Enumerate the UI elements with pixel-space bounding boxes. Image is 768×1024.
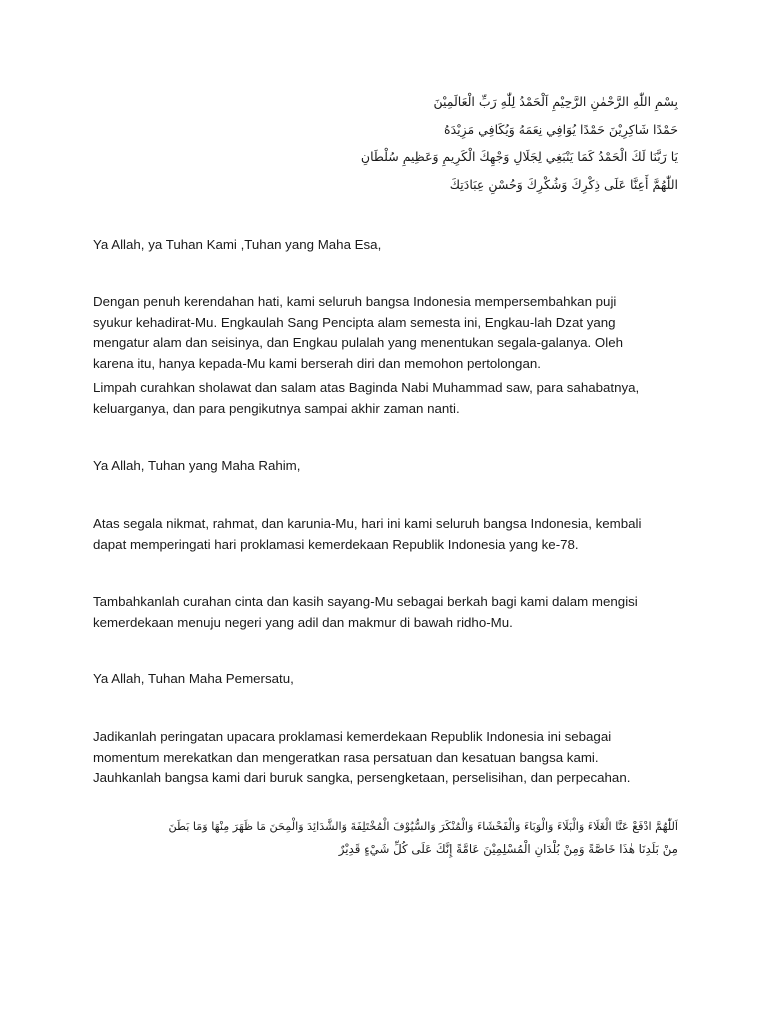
paragraph-line: syukur kehadirat-Mu. Engkaulah Sang Pencipta alam semesta ini, Engkau-lah Dzat yang: [93, 314, 616, 330]
paragraph-gratitude: [93, 292, 683, 374]
salutation-maha-esa: [93, 235, 683, 256]
paragraph-sholawat: [93, 378, 683, 419]
paragraph-proklamasi: [93, 514, 683, 555]
paragraph-line: Limpah curahkan sholawat dan salam atas Baginda Nabi Muhammad saw, para sahabatnya,: [93, 380, 640, 395]
salutation-text: Ya Allah, Tuhan yang Maha Rahim,: [93, 458, 301, 473]
paragraph-cinta-kasih: [93, 592, 683, 633]
arabic-line: اَللّٰهُمَّ ادْفَعْ عَنَّا الْغَلَاءَ وَالْبَلَاءَ وَالْوَبَاءَ وَالْفَحْشَاءَ وَالْمُنْكَرَ وَالسُّيُوْفَ الْمُخْتَلِفَةَ وَالشَّدَائِدَ وَالْمِحَنَ مَا ظَهَرَ مِنْهَا وَمَا بَطَنَ: [168, 820, 678, 833]
paragraph-line: Tambahkanlah curahan cinta dan kasih sayang-Mu sebagai berkah bagi kami dalam mengisi: [93, 594, 638, 609]
arabic-line: اللّٰهُمَّ أَعِنَّا عَلَى ذِكْرِكَ وَشُكْرِكَ وَحُسْنِ عِبَادَتِكَ: [449, 176, 678, 192]
paragraph-line: kemerdekaan menuju negeri yang adil dan makmur di bawah ridho-Mu.: [93, 614, 513, 630]
paragraph-line: momentum merekatkan dan mengeratkan rasa persatuan dan kesatuan bangsa kami.: [93, 749, 599, 765]
arabic-line: يَا رَبَّنَا لَكَ الْحَمْدُ كَمَا يَنْبَغِي لِجَلَالِ وَجْهِكَ الْكَرِيمِ وَعَظِيمِ سُلْطَانِ: [360, 149, 678, 164]
salutation-text: Ya Allah, Tuhan Maha Pemersatu,: [93, 671, 294, 686]
paragraph-line: Atas segala nikmat, rahmat, dan karunia-Mu, hari ini kami seluruh bangsa Indonesia, kembali: [93, 516, 642, 531]
arabic-line: حَمْدًا شَاكِرِيْنَ حَمْدًا يُوَافِي نِعَمَهُ وَيُكَافِي مَزِيْدَهُ: [444, 121, 678, 137]
arabic-line: مِنْ بَلَدِنَا هٰذَا خَاصَّةً وَمِنْ بُلْدَانِ الْمُسْلِمِيْنَ عَامَّةً إِنَّكَ عَلَى كُلِّ شَيْءٍ قَدِيْرٌ: [338, 842, 678, 856]
opening-arabic-prayer: [90, 88, 678, 198]
paragraph-line: Dengan penuh kerendahan hati, kami seluruh bangsa Indonesia mempersembahkan puji: [93, 294, 617, 309]
arabic-line: بِسْمِ اللّٰهِ الرَّحْمٰنِ الرَّحِيْمِ اَلْحَمْدُ لِلّٰهِ رَبِّ الْعَالَمِيْنَ: [433, 94, 678, 109]
paragraph-line: Jadikanlah peringatan upacara proklamasi kemerdekaan Republik Indonesia ini sebagai: [93, 729, 612, 744]
paragraph-line: keluarganya, dan para pengikutnya sampai akhir zaman nanti.: [93, 400, 460, 416]
salutation-text: Ya Allah, ya Tuhan Kami ,Tuhan yang Maha Esa,: [93, 237, 382, 252]
paragraph-line: Jauhkanlah bangsa kami dari buruk sangka, persengketaan, perselisihan, dan perpecahan.: [93, 770, 631, 785]
paragraph-line: mengatur alam dan seisinya, dan Engkau pulalah yang menentukan segala-galanya. Oleh: [93, 335, 624, 350]
salutation-maha-rahim: [93, 456, 683, 477]
paragraph-persatuan: [93, 727, 683, 789]
closing-arabic-prayer: [90, 816, 678, 860]
salutation-pemersatu: [93, 669, 683, 690]
paragraph-line: karena itu, hanya kepada-Mu kami berserah diri dan memohon pertolongan.: [93, 355, 541, 371]
paragraph-line: dapat memperingati hari proklamasi kemerdekaan Republik Indonesia yang ke-78.: [93, 536, 579, 552]
